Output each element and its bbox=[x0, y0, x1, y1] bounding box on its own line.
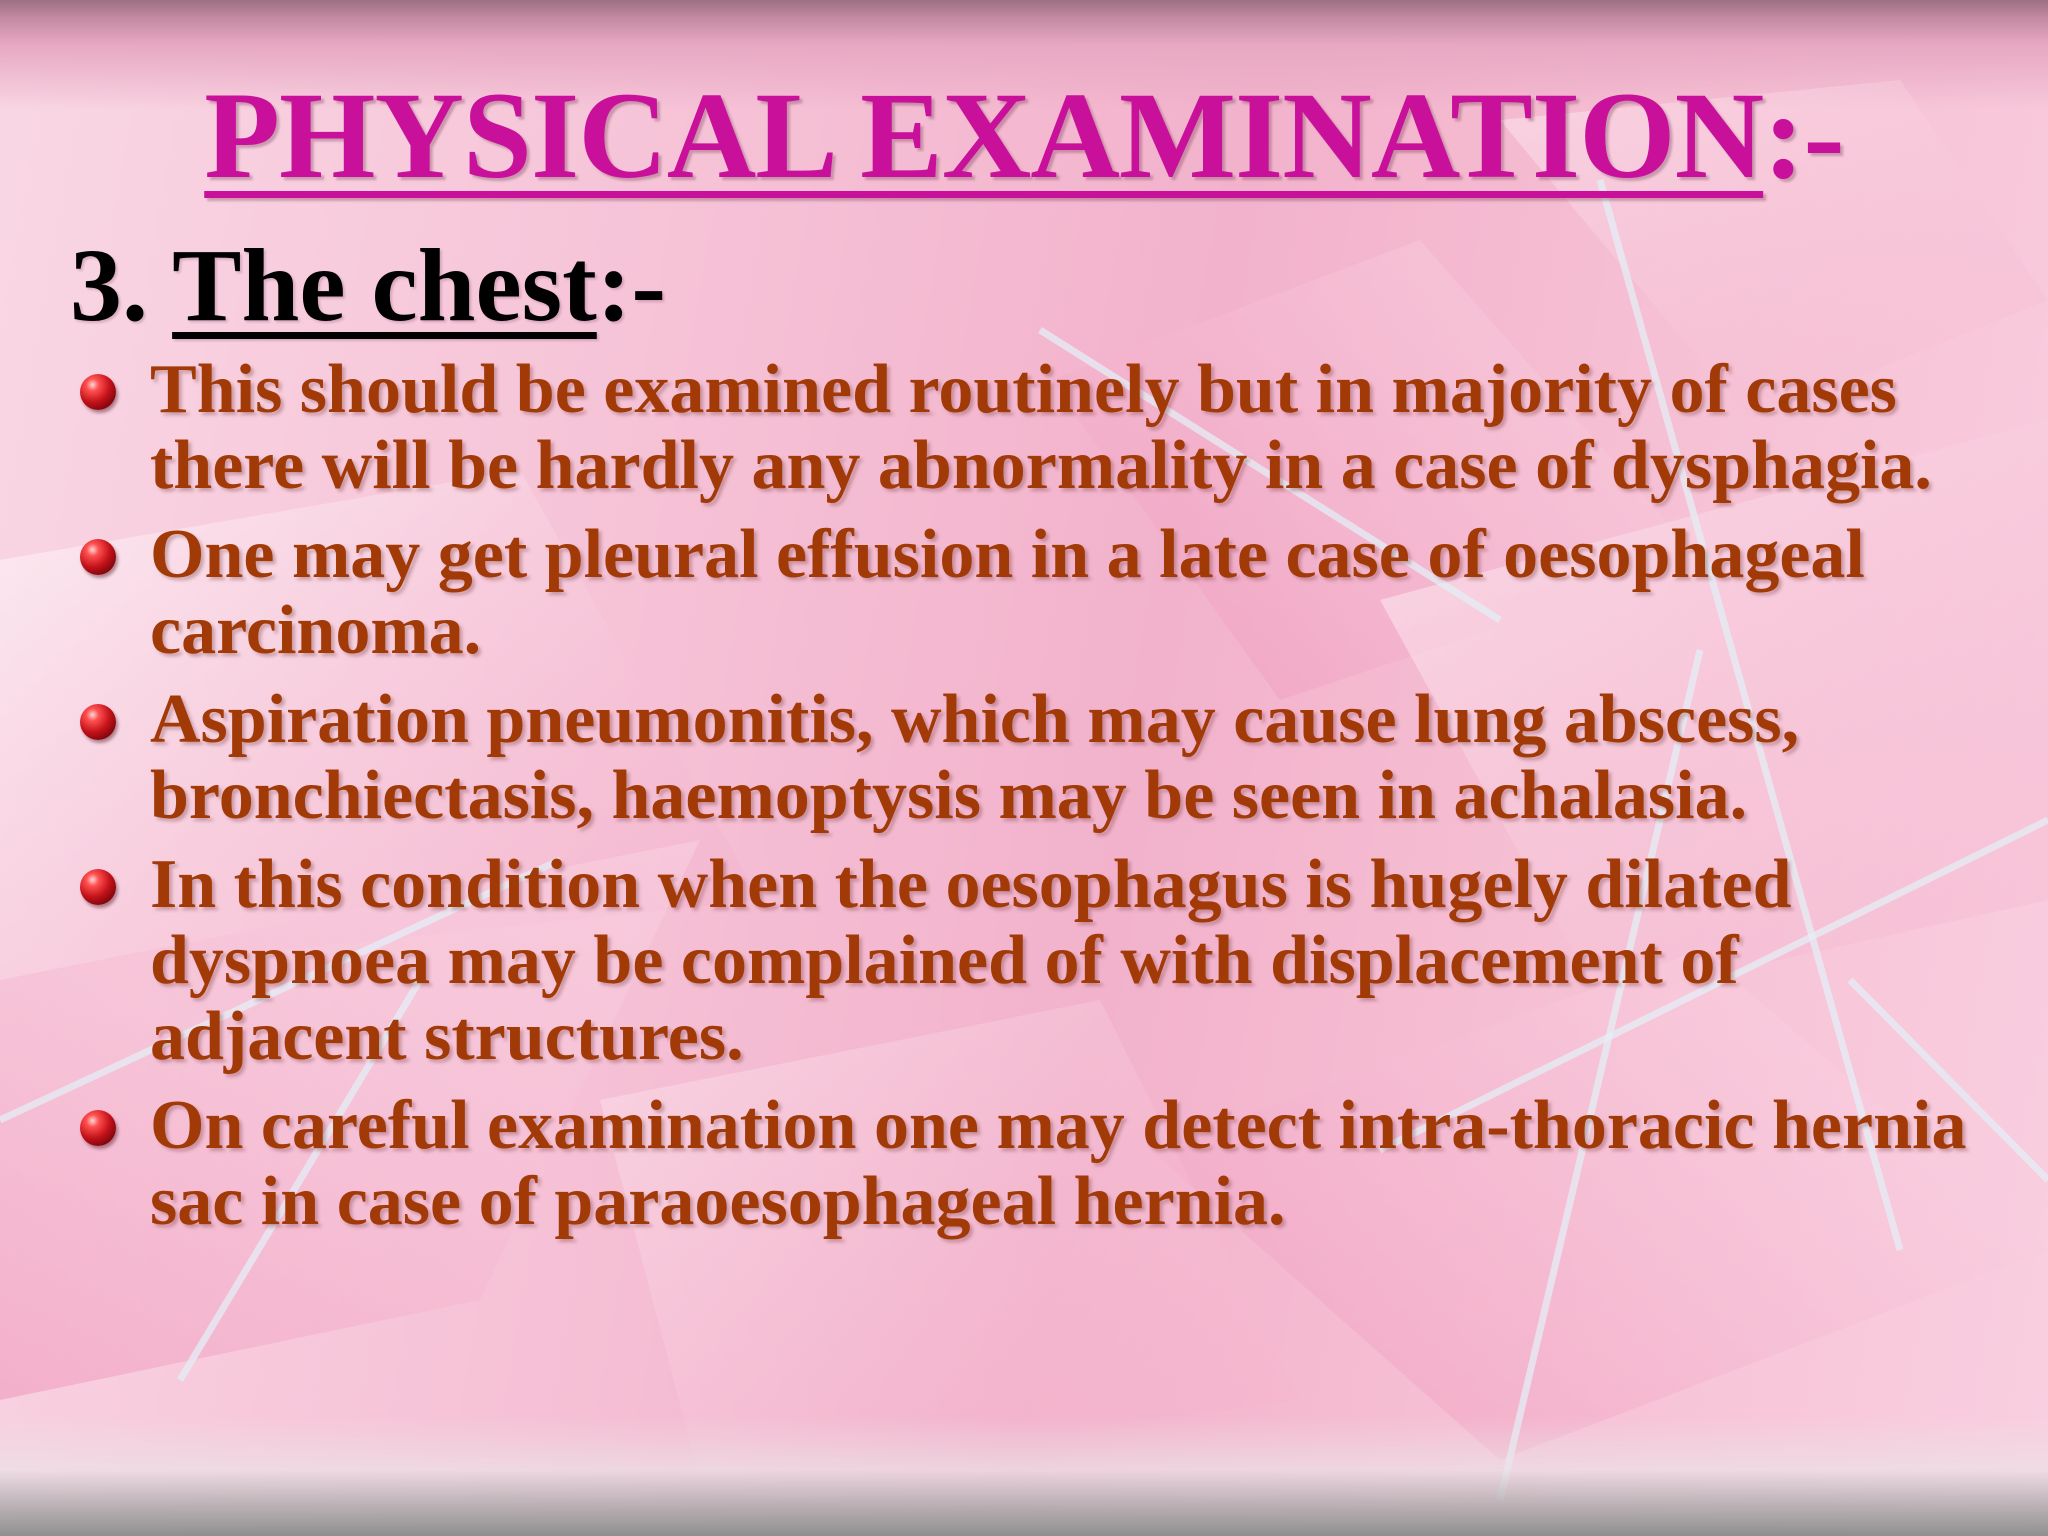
red-sphere-bullet-icon bbox=[80, 704, 116, 740]
bullet-text: On careful examination one may detect intra-thoracic hernia sac in case of paraoesophageal hernia. bbox=[150, 1087, 1967, 1240]
red-sphere-bullet-icon bbox=[80, 539, 116, 575]
bullet-text: In this condition when the oesophagus is hugely dilated dyspnoea may be complained of with displacement of adjacent structures. bbox=[150, 846, 1792, 1075]
slide-title-suffix: :- bbox=[1763, 67, 1844, 204]
section-number: 3. bbox=[70, 228, 173, 343]
bullet-text: One may get pleural effusion in a late case of oesophageal carcinoma. bbox=[150, 516, 1865, 669]
red-sphere-bullet-icon bbox=[80, 869, 116, 905]
section-heading-suffix: :- bbox=[596, 228, 667, 343]
section-heading-main: The chest bbox=[172, 228, 597, 343]
bottom-gradient-band bbox=[0, 1416, 2048, 1536]
bullet-item bbox=[80, 1088, 2000, 1240]
red-sphere-bullet-icon bbox=[80, 374, 116, 410]
bullet-text: Aspiration pneumonitis, which may cause lung abscess, bronchiectasis, haemoptysis may be seen in achalasia. bbox=[150, 681, 1800, 834]
bullet-list bbox=[80, 352, 2000, 1253]
bullet-item bbox=[80, 517, 2000, 669]
red-sphere-bullet-icon bbox=[80, 1110, 116, 1146]
slide-title bbox=[0, 66, 2048, 206]
slide-title-main: PHYSICAL EXAMINATION bbox=[204, 67, 1764, 204]
bullet-text: This should be examined routinely but in majority of cases there will be hardly any abnormality in a case of dysphagia. bbox=[150, 351, 1932, 504]
bullet-item bbox=[80, 352, 2000, 504]
bullet-item bbox=[80, 847, 2000, 1075]
bullet-item bbox=[80, 682, 2000, 834]
section-heading bbox=[70, 226, 666, 346]
